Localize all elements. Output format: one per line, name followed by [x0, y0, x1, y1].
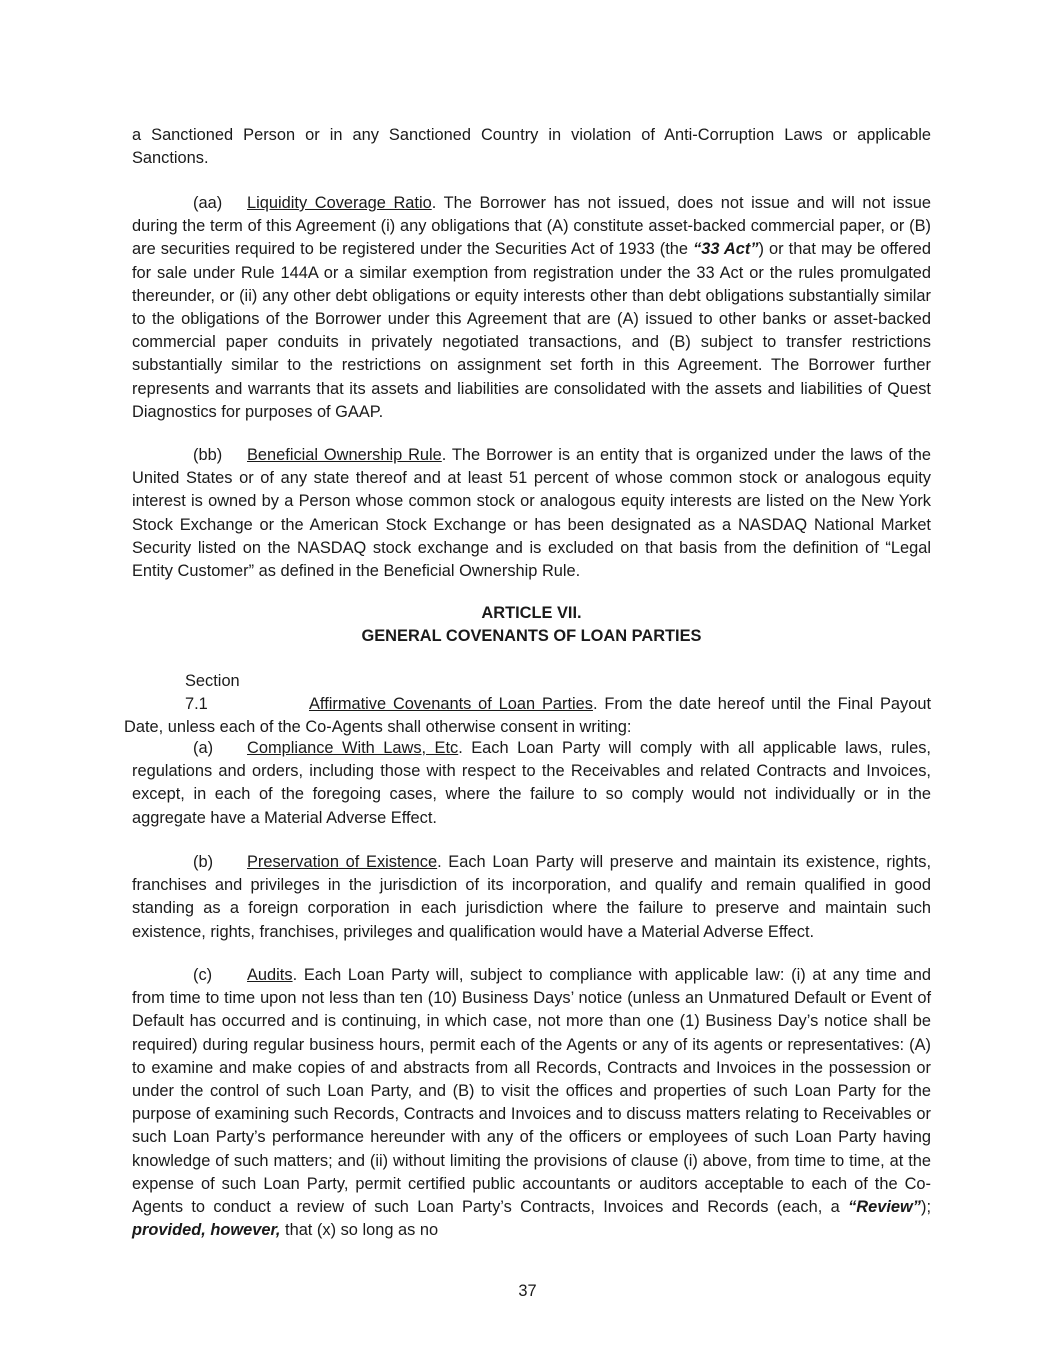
- article-title: GENERAL COVENANTS OF LOAN PARTIES: [361, 627, 702, 646]
- section-heading: Affirmative Covenants of Loan Parties: [309, 695, 593, 714]
- paragraph-label: (aa): [193, 194, 223, 212]
- page-number: 37: [518, 1282, 537, 1300]
- paragraph-text: that (x) so long as no: [280, 1221, 439, 1240]
- paragraph-bb: [132, 444, 931, 583]
- section-text: . From the date hereof until the Final Payout Date, unless each of the Co-Agents shall otherwise consent in writing:: [124, 695, 932, 737]
- paragraph-a: [132, 737, 931, 830]
- section-7-1: [124, 670, 931, 740]
- paragraph-heading: Liquidity Coverage Ratio: [247, 194, 432, 212]
- paragraph-heading: Audits: [247, 966, 293, 984]
- paragraph-text: . Each Loan Party will preserve and maintain its existence, rights, franchises and privileges in the jurisdiction of its incorporation, and qualify and remain qualified in good standing as a foreign corporation in each jurisdiction where the failure to preserve and maintain such existence, rights, franchises, privileges and qualification would have a Material Adverse Effect.: [132, 853, 931, 941]
- paragraph-b: [132, 851, 931, 944]
- paragraph-label: (a): [193, 739, 214, 757]
- paragraph-heading: Compliance With Laws, Etc: [247, 739, 459, 757]
- paragraph-text: . Each Loan Party will comply with all applicable laws, rules, regulations and orders, including those with respect to the Receivables and related Contracts and Invoices, except, in each of the foregoing cases, where the failure to so comply would not individually or in the aggregate have a Material Adverse Effect.: [132, 739, 931, 827]
- intro-paragraph: [132, 124, 931, 170]
- paragraph-text: . Each Loan Party will, subject to compliance with applicable law: (i) at any time and from time to time upon not less than ten (10) Business Days’ notice (unless an Unmatured Default or Event of Default has occurred and is continuing, in which case, not more than one (1) Business Day’s notice shall be required) during regular business hours, permit each of the Agents or any of its agents or representatives: (A) to examine and make copies of and abstracts from all Records, Contracts and Invoices in the possession or under the control of such Loan Party, and (B) to visit the offices and properties of such Loan Party for the purpose of examining such Records, Contracts and Invoices and to discuss matters relating to Receivables or such Loan Party’s performance hereunder with any of the officers or employees of such Loan Party having knowledge of such matters; and (ii) without limiting the provisions of clause (i) above, from time to time, at the expense of such Loan Party, permit certified public accountants or auditors acceptable to each of the Co-Agents to conduct a review of such Loan Party’s Contracts, Invoices and Records (each, a: [132, 966, 931, 1217]
- paragraph-c: [132, 964, 931, 1242]
- paragraph-text: . The Borrower has not issued, does not issue and will not issue during the term of this Agreement (i) any obligations that (A) constitute asset-backed commercial paper, or (B) are securities required to be registered under the Securities Act of 1933 (the: [132, 194, 932, 259]
- paragraph-heading: Beneficial Ownership Rule: [247, 446, 442, 464]
- paragraph-aa: [132, 192, 931, 424]
- paragraph-label: (c): [193, 966, 213, 984]
- section-number: Section 7.1: [185, 672, 240, 714]
- defined-term: “Review”: [848, 1198, 921, 1217]
- article-heading: [132, 602, 931, 648]
- paragraph-text: ) or that may be offered for sale under Rule 144A or a similar exemption from registration under the 33 Act or the rules promulgated thereunder, or (ii) any other debt obligations or equity interests other than debt obligations substantially similar to the obligations of the Borrower under this Agreement that are (A) issued to other banks or asset-backed commercial paper conduits in privately negotiated transactions, and (B) subject to transfer restrictions substantially similar to the restrictions on assignment set forth in this Agreement. The Borrower further represents and warrants that its assets and liabilities are consolidated with the assets and liabilities of Quest Diagnostics for purposes of GAAP.: [132, 240, 932, 421]
- defined-term: “33 Act”: [693, 240, 759, 259]
- intro-text: a Sanctioned Person or in any Sanctioned Country in violation of Anti-Corruption Laws or applicable Sanctions.: [132, 126, 931, 168]
- paragraph-heading: Preservation of Existence: [247, 853, 438, 871]
- paragraph-text: . The Borrower is an entity that is organized under the laws of the United States or of any state thereof and at least 51 percent of whose common stock or analogous equity interest is owned by a Person whose common stock or analogous equity interests are listed on the New York Stock Exchange or the American Stock Exchange or has been designated as a NASDAQ National Market Security listed on the NASDAQ stock exchange and is excluded on that basis from the definition of “Legal Entity Customer” as defined in the Beneficial Ownership Rule.: [132, 446, 931, 581]
- paragraph-text: );: [920, 1198, 931, 1217]
- proviso-term: provided, however,: [132, 1221, 281, 1240]
- article-number: ARTICLE VII.: [481, 604, 582, 622]
- paragraph-label: (bb): [193, 446, 223, 464]
- paragraph-label: (b): [193, 853, 214, 871]
